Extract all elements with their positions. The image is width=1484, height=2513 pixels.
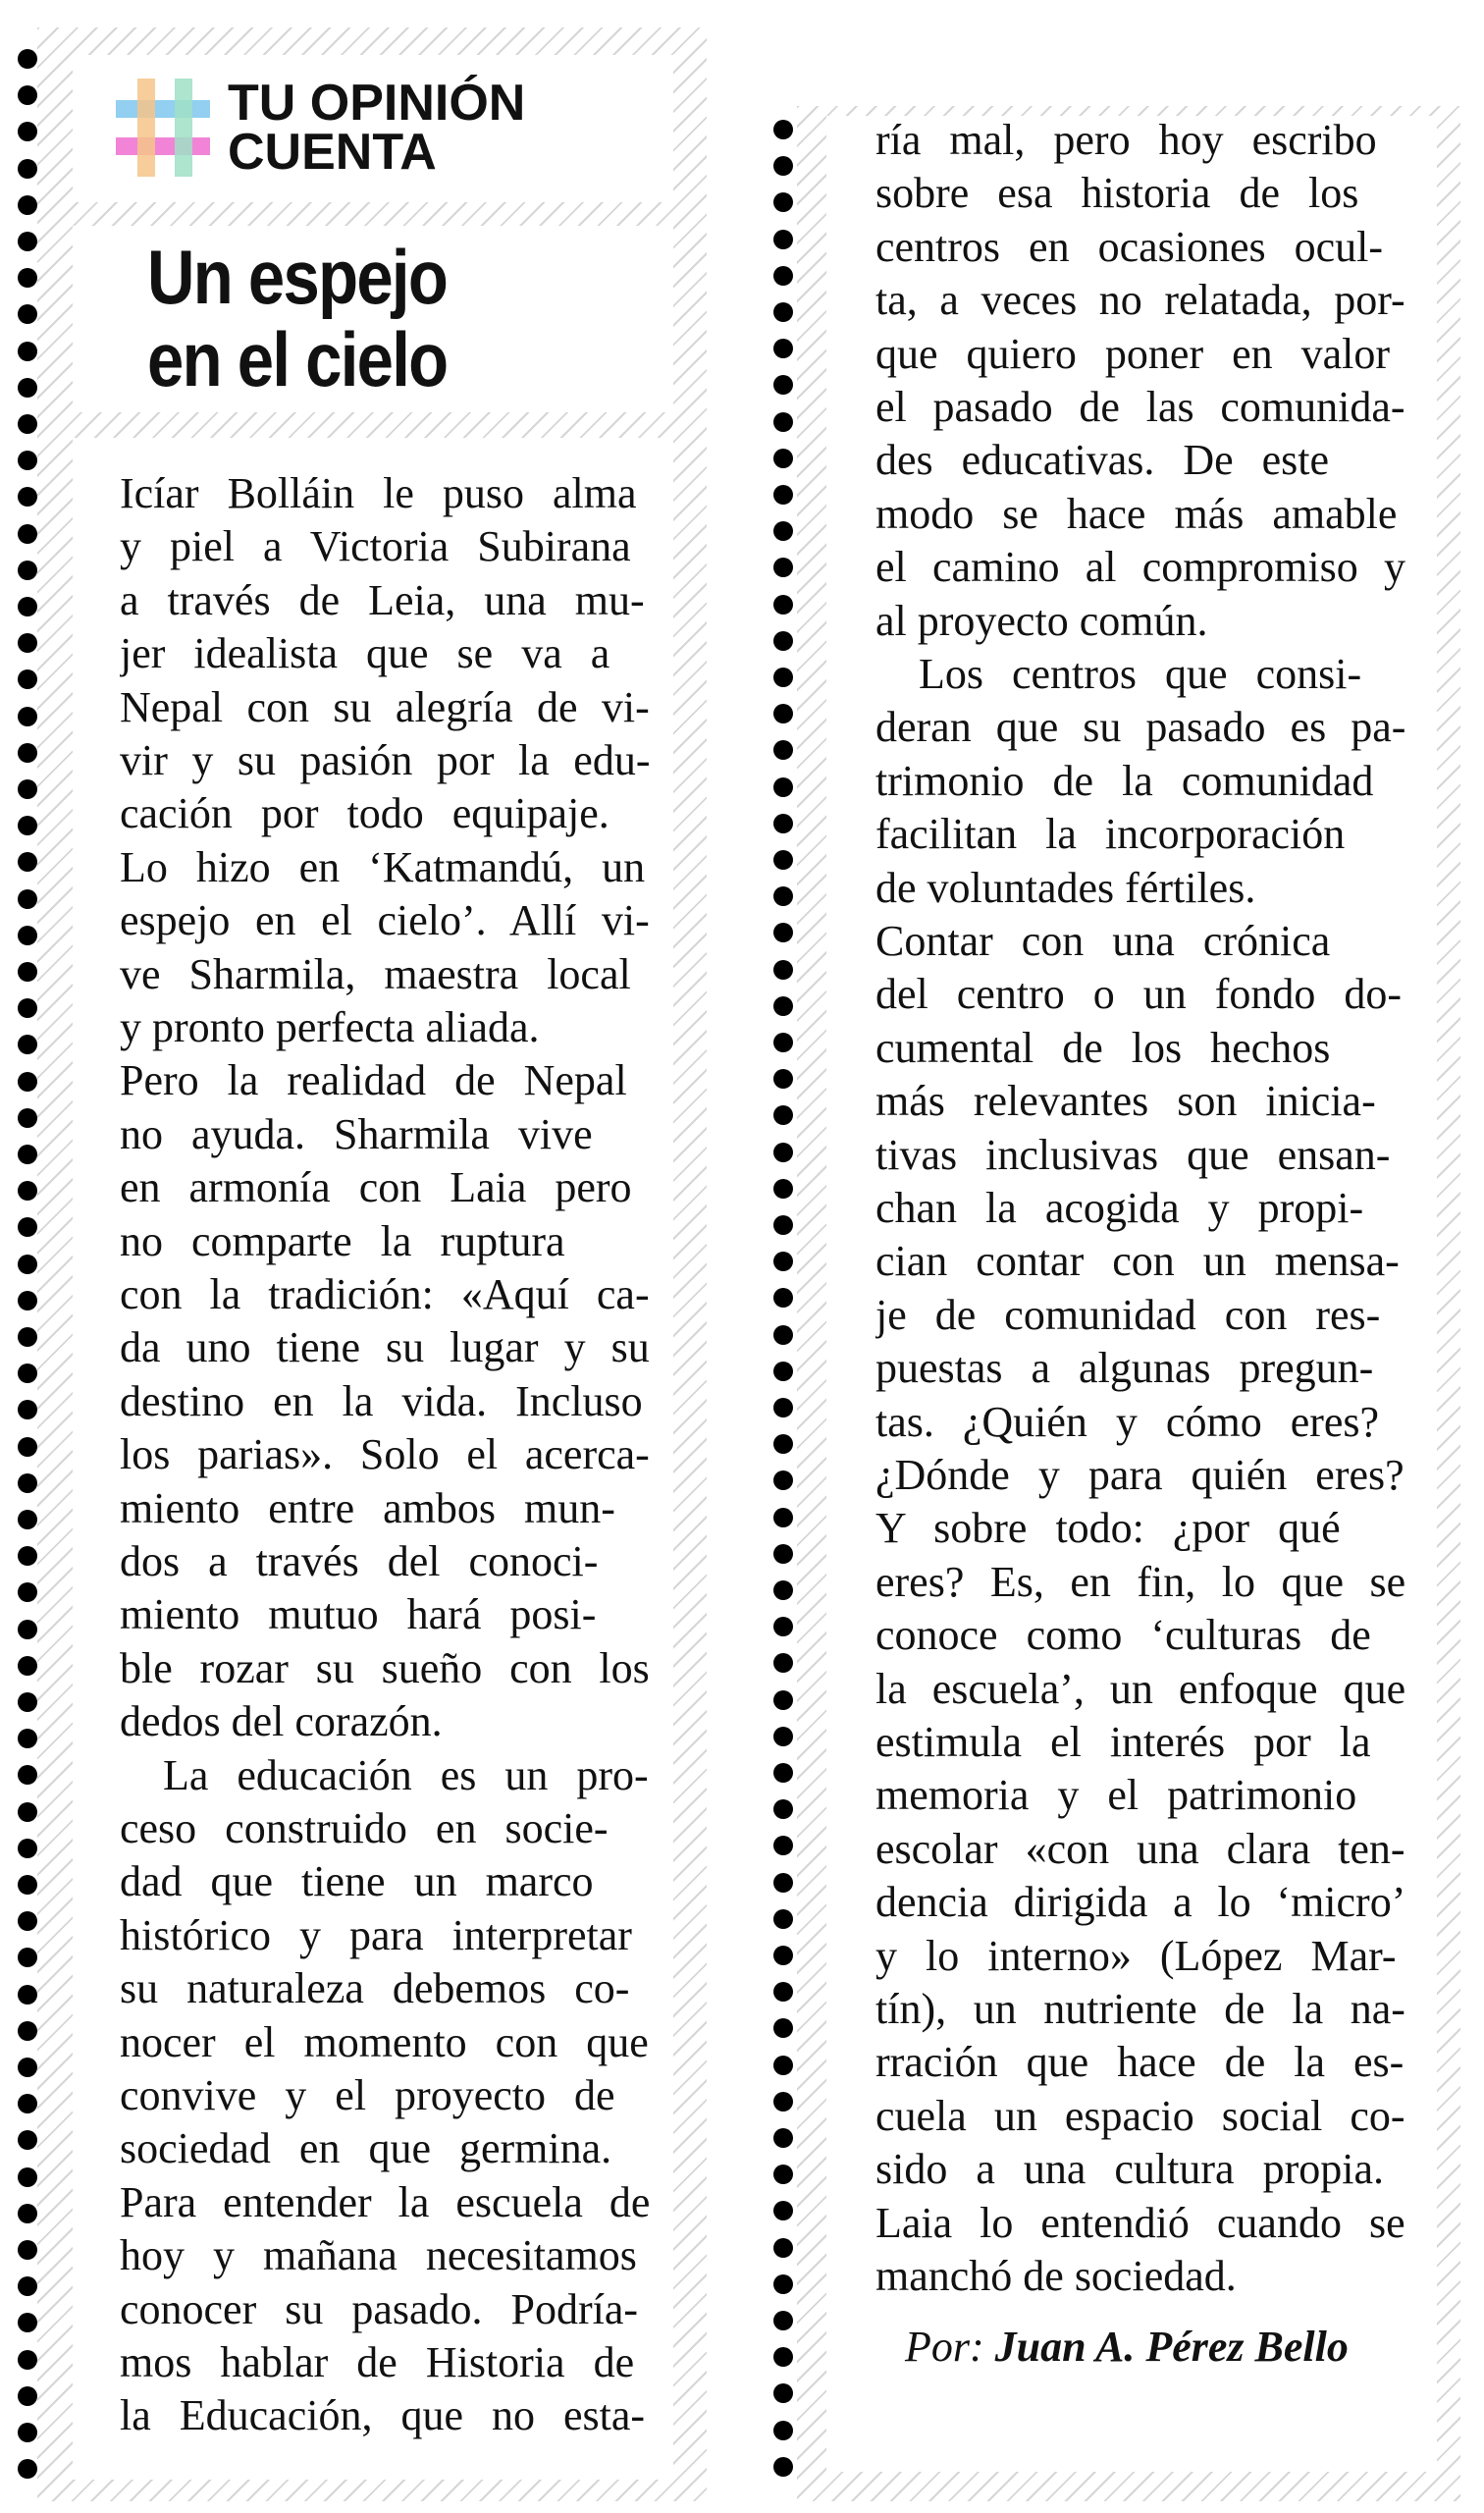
text-line: Los centros que consi- xyxy=(919,650,1362,698)
binder-dot xyxy=(773,1362,793,1381)
binder-dot xyxy=(18,85,37,105)
binder-dot xyxy=(773,1836,793,1855)
headline-line1: Un espejo xyxy=(147,234,448,320)
text-line: del centro o un fondo do- xyxy=(875,970,1402,1019)
binder-dot xyxy=(773,2128,793,2148)
binder-dot xyxy=(773,2311,793,2330)
text-line: y pronto perfecta aliada. xyxy=(120,1003,540,1051)
binder-dot xyxy=(18,524,37,544)
text-line: dedos del corazón. xyxy=(120,1697,443,1746)
text-line: escolar «con una clara ten- xyxy=(875,1824,1405,1873)
binder-dot xyxy=(773,156,793,176)
binder-dot xyxy=(773,1105,793,1125)
text-line: sobre esa historia de los xyxy=(875,169,1359,218)
text-line: ceso construido en socie- xyxy=(120,1804,609,1852)
binder-dot xyxy=(18,597,37,616)
binder-dot xyxy=(773,302,793,322)
binder-dot xyxy=(773,1179,793,1199)
binder-dot xyxy=(18,49,37,69)
binder-dot xyxy=(773,2056,793,2075)
binder-dot xyxy=(773,1215,793,1235)
binder-dot xyxy=(773,1434,793,1454)
text-line: Contar con una crónica xyxy=(875,917,1331,965)
section-header-line2: CUENTA xyxy=(228,124,437,181)
binder-dot xyxy=(18,2313,37,2332)
binder-dot xyxy=(18,1400,37,1419)
binder-dot xyxy=(18,2204,37,2223)
binder-dot xyxy=(773,266,793,286)
binder-dot xyxy=(773,1982,793,2002)
binder-dot xyxy=(773,1033,793,1052)
text-line: tín), un nutriente de la na- xyxy=(875,1985,1405,2033)
text-line: y piel a Victoria Subirana xyxy=(120,522,631,571)
binder-dot xyxy=(773,2457,793,2477)
text-line: memoria y el patrimonio xyxy=(875,1771,1357,1820)
text-line: hoy y mañana necesitamos xyxy=(120,2231,637,2280)
text-line: Icíar Bolláin le puso alma xyxy=(120,469,637,517)
text-line: en armonía con Laia pero xyxy=(120,1163,632,1212)
binder-dot xyxy=(773,1946,793,1965)
text-line: tivas inclusivas que ensan- xyxy=(875,1130,1391,1179)
binder-dot xyxy=(18,1582,37,1602)
binder-dot xyxy=(18,669,37,689)
binder-dot xyxy=(18,304,37,324)
binder-dot xyxy=(18,1473,37,1493)
binder-dot xyxy=(773,1727,793,1746)
binder-dot xyxy=(773,1325,793,1345)
binder-dot xyxy=(18,1620,37,1639)
binder-dot xyxy=(773,2018,793,2038)
binder-dot xyxy=(18,2094,37,2113)
binder-dot xyxy=(18,707,37,726)
binder-dot xyxy=(18,852,37,872)
binder-dot xyxy=(773,923,793,942)
binder-dot xyxy=(773,1069,793,1089)
binder-dot xyxy=(18,2459,37,2479)
section-header-line1: TU OPINIÓN xyxy=(228,75,526,132)
binder-dot xyxy=(18,962,37,982)
text-line: je de comunidad con res- xyxy=(875,1290,1381,1339)
text-line: y lo interno» (López Mar- xyxy=(875,1931,1397,1980)
text-line: los parias». Solo el acerca- xyxy=(120,1430,650,1479)
text-line: a través de Leia, una mu- xyxy=(120,575,645,624)
text-line: dencia dirigida a lo ‘micro’ xyxy=(875,1878,1405,1927)
binder-dot xyxy=(18,378,37,398)
binder-dot xyxy=(18,342,37,361)
binder-dot xyxy=(18,1656,37,1676)
binder-dot xyxy=(773,1508,793,1527)
binder-dot xyxy=(18,816,37,835)
binder-dot xyxy=(18,1145,37,1164)
binder-dot xyxy=(18,2130,37,2150)
binder-dot xyxy=(773,1470,793,1490)
text-line: des educativas. De este xyxy=(875,436,1330,485)
binder-dot xyxy=(18,1255,37,1274)
hashtag-bar-right xyxy=(175,79,192,177)
text-line: centros en ocasiones ocul- xyxy=(875,222,1384,271)
binder-dot xyxy=(773,777,793,797)
text-line: de voluntades fértiles. xyxy=(875,863,1256,912)
text-line: Laia lo entendió cuando se xyxy=(875,2198,1405,2247)
binder-dot xyxy=(18,1327,37,1347)
text-line: miento mutuo hará posi- xyxy=(120,1590,597,1639)
author-signature xyxy=(905,2321,1349,2374)
binder-dot xyxy=(773,2274,793,2294)
binder-dot xyxy=(773,1580,793,1600)
binder-dot xyxy=(18,2167,37,2187)
binder-dot xyxy=(18,998,37,1018)
text-line: Pero la realidad de Nepal xyxy=(120,1056,627,1105)
binder-dot xyxy=(773,339,793,358)
binder-dot xyxy=(773,375,793,395)
section-header xyxy=(228,75,526,181)
binder-dot xyxy=(18,779,37,799)
binder-dot xyxy=(773,1252,793,1271)
binder-dot xyxy=(18,195,37,215)
text-line: deran que su pasado es pa- xyxy=(875,703,1405,752)
binder-dot xyxy=(18,1729,37,1748)
text-line: espejo en el cielo’. Allí vi- xyxy=(120,896,650,945)
hashtag-bar-top xyxy=(116,100,210,118)
binder-dot xyxy=(773,1690,793,1710)
text-line: ta, a veces no relatada, por- xyxy=(875,276,1405,325)
binder-dot xyxy=(773,120,793,139)
signature-prefix: Por: xyxy=(905,2323,984,2371)
binder-dot xyxy=(18,1692,37,1712)
binder-dot xyxy=(773,960,793,980)
text-line: jer idealista que se va a xyxy=(120,629,610,678)
binder-dot xyxy=(773,449,793,468)
text-line: no ayuda. Sharmila vive xyxy=(120,1109,593,1158)
text-line: miento entre ambos mun- xyxy=(120,1483,615,1532)
binder-dot xyxy=(18,2240,37,2260)
binder-dot xyxy=(773,192,793,212)
binder-dot xyxy=(773,412,793,432)
right-binder-dots xyxy=(773,120,797,2495)
binder-dot xyxy=(773,668,793,687)
text-line: la Educación, que no esta- xyxy=(120,2391,646,2440)
text-line: la escuela’, un enfoque que xyxy=(875,1664,1405,1713)
binder-dot xyxy=(773,1544,793,1564)
binder-dot xyxy=(18,561,37,580)
binder-dot xyxy=(18,633,37,653)
binder-dot xyxy=(18,1363,37,1383)
text-line: tas. ¿Quién y cómo eres? xyxy=(875,1397,1380,1446)
text-line: Y sobre todo: ¿por qué xyxy=(875,1504,1341,1553)
binder-dot xyxy=(18,2350,37,2370)
binder-dot xyxy=(18,2423,37,2442)
hashtag-bar-left xyxy=(137,79,155,177)
text-line: facilitan la incorporación xyxy=(875,810,1346,859)
text-line: nocer el momento con que xyxy=(120,2017,649,2066)
binder-dot xyxy=(773,814,793,833)
binder-dot xyxy=(773,1143,793,1162)
text-line: que quiero poner en valor xyxy=(875,329,1391,378)
binder-dot xyxy=(18,2021,37,2041)
binder-dot xyxy=(18,414,37,434)
text-line: puestas a algunas pregun- xyxy=(875,1344,1374,1393)
text-line: ¿Dónde y para quién eres? xyxy=(875,1451,1404,1499)
text-line: cación por todo equipaje. xyxy=(120,789,610,838)
signature-author: Juan A. Pérez Bello xyxy=(994,2323,1349,2371)
article-headline xyxy=(147,236,620,401)
text-line: Lo hizo en ‘Katmandú, un xyxy=(120,842,646,891)
binder-dot xyxy=(18,1911,37,1931)
binder-dot xyxy=(18,1035,37,1054)
text-line: con la tradición: «Aquí ca- xyxy=(120,1270,650,1318)
text-line: su naturaleza debemos co- xyxy=(120,1964,630,2013)
text-line: sociedad en que germina. xyxy=(120,2124,612,2173)
binder-dot xyxy=(773,595,793,615)
text-line: destino en la vida. Incluso xyxy=(120,1376,643,1425)
binder-dot xyxy=(773,2421,793,2440)
text-line: mos hablar de Historia de xyxy=(120,2338,635,2386)
binder-dot xyxy=(18,1875,37,1895)
text-line: conoce como ‘culturas de xyxy=(875,1611,1371,1660)
binder-dot xyxy=(18,1072,37,1092)
text-line: rración que hace de la es- xyxy=(875,2038,1404,2087)
text-line: Nepal con su alegría de vi- xyxy=(120,682,650,731)
binder-dot xyxy=(18,451,37,470)
binder-dot xyxy=(773,1799,793,1819)
text-line: estimula el interés por la xyxy=(875,1718,1371,1766)
text-line: da uno tiene su lugar y su xyxy=(120,1323,650,1372)
text-line: ría mal, pero hoy escribo xyxy=(875,116,1377,164)
binder-dot xyxy=(773,2201,793,2220)
binder-dot xyxy=(18,1108,37,1128)
headline-line2: en el cielo xyxy=(147,316,448,402)
binder-dot xyxy=(18,1985,37,2005)
text-line: chan la acogida y propi- xyxy=(875,1184,1364,1232)
binder-dot xyxy=(773,1873,793,1893)
binder-dot xyxy=(18,1437,37,1457)
text-line: el pasado de las comunida- xyxy=(875,383,1405,431)
left-binder-dots xyxy=(18,49,41,2503)
text-line: ve Sharmila, maestra local xyxy=(120,949,631,998)
binder-dot xyxy=(18,487,37,507)
binder-dot xyxy=(18,1217,37,1237)
text-line: vir y su pasión por la edu- xyxy=(120,736,650,784)
binder-dot xyxy=(18,926,37,945)
binder-dot xyxy=(18,232,37,251)
text-line: al proyecto común. xyxy=(875,596,1208,645)
binder-dot xyxy=(18,1181,37,1201)
text-line: cian contar con un mensa- xyxy=(875,1237,1400,1286)
binder-dot xyxy=(18,2386,37,2406)
binder-dot xyxy=(773,521,793,541)
text-line: eres? Es, en fin, lo que se xyxy=(875,1557,1405,1606)
binder-dot xyxy=(773,631,793,651)
binder-dot xyxy=(18,1291,37,1310)
text-line: manchó de sociedad. xyxy=(875,2252,1237,2300)
binder-dot xyxy=(18,1839,37,1858)
hashtag-icon xyxy=(116,79,210,177)
text-line: más relevantes son inicia- xyxy=(875,1077,1376,1126)
binder-dot xyxy=(773,230,793,249)
binder-dot xyxy=(18,2058,37,2077)
binder-dot xyxy=(18,1510,37,1529)
hashtag-bar-bottom xyxy=(116,137,210,155)
text-line: dos a través del conoci- xyxy=(120,1537,599,1585)
binder-dot xyxy=(18,1802,37,1822)
binder-dot xyxy=(773,2347,793,2367)
binder-dot xyxy=(18,1765,37,1785)
binder-dot xyxy=(773,850,793,870)
binder-dot xyxy=(773,740,793,760)
binder-dot xyxy=(773,1398,793,1417)
text-line: dad que tiene un marco xyxy=(120,1857,594,1906)
text-line: sido a una cultura propia. xyxy=(875,2145,1384,2194)
binder-dot xyxy=(773,1617,793,1636)
binder-dot xyxy=(18,743,37,763)
binder-dot xyxy=(18,122,37,141)
text-line: ble rozar su sueño con los xyxy=(120,1643,650,1692)
binder-dot xyxy=(773,558,793,577)
binder-dot xyxy=(773,2092,793,2112)
binder-dot xyxy=(773,2238,793,2258)
binder-dot xyxy=(773,886,793,906)
binder-dot xyxy=(18,268,37,288)
binder-dot xyxy=(773,1909,793,1929)
text-line: no comparte la ruptura xyxy=(120,1216,565,1265)
binder-dot xyxy=(18,2276,37,2296)
text-line: cumental de los hechos xyxy=(875,1023,1331,1072)
text-line: convive y el proyecto de xyxy=(120,2071,615,2119)
binder-dot xyxy=(773,2383,793,2403)
text-line: histórico y para interpretar xyxy=(120,1910,632,1959)
binder-dot xyxy=(773,485,793,505)
binder-dot xyxy=(773,2165,793,2184)
binder-dot xyxy=(773,996,793,1016)
text-line: Para entender la escuela de xyxy=(120,2177,650,2226)
text-line: cuela un espacio social co- xyxy=(875,2091,1405,2140)
text-line: conocer su pasado. Podría- xyxy=(120,2284,639,2333)
binder-dot xyxy=(773,704,793,723)
binder-dot xyxy=(18,1546,37,1566)
binder-dot xyxy=(18,889,37,909)
text-line: el camino al compromiso y xyxy=(875,543,1405,592)
text-line: modo se hace más amable xyxy=(875,489,1398,538)
binder-dot xyxy=(773,1653,793,1673)
binder-dot xyxy=(773,1763,793,1783)
text-line: trimonio de la comunidad xyxy=(875,756,1374,805)
binder-dot xyxy=(18,159,37,179)
text-line: La educación es un pro- xyxy=(163,1750,649,1799)
binder-dot xyxy=(773,1288,793,1308)
binder-dot xyxy=(18,1948,37,1967)
